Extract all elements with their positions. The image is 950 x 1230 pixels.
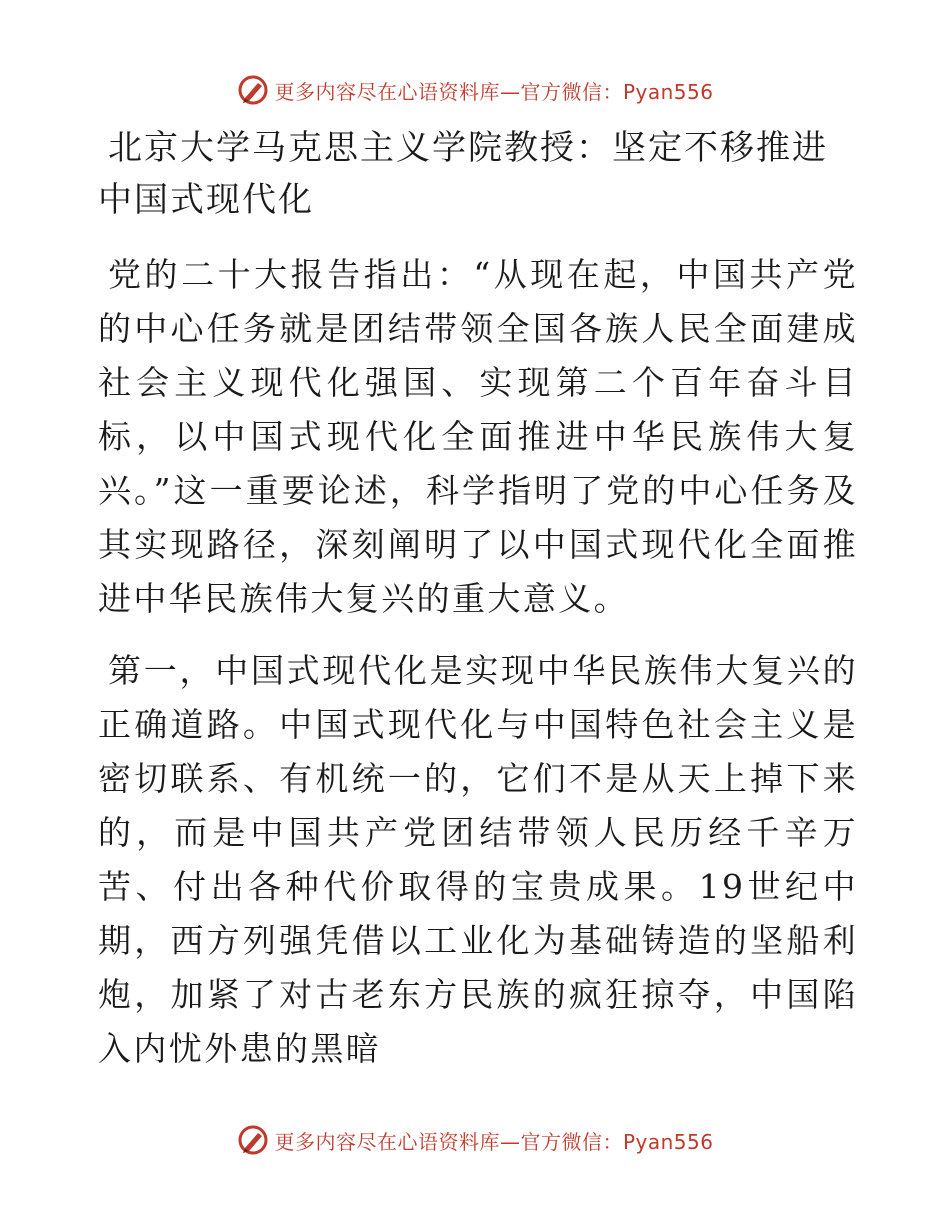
pen-logo-icon <box>236 1123 270 1157</box>
watermark-text: 更多内容尽在心语资料库—官方微信：Pyan556 <box>274 79 714 104</box>
header-watermark <box>0 70 950 110</box>
document-title: 北京大学马克思主义学院教授：坚定不移推进中国式现代化 <box>98 128 828 220</box>
watermark-text: 更多内容尽在心语资料库—官方微信：Pyan556 <box>274 1129 714 1154</box>
footer-watermark <box>0 1120 950 1160</box>
paragraph-2: 第一，中国式现代化是实现中华民族伟大复兴的正确道路。中国式现代化与中国特色社会主义是密切联系、有机统一的，它们不是从天上掉下来的，而是中国共产党团结带领人民历经千辛万苦、付出各种代价取得的宝贵成果。19世纪中期，西方列强凭借以工业化为基础铸造的坚船利炮，加紧了对古老东方民族的疯狂掠夺，中国陷入内忧外患的黑暗 <box>98 651 858 1068</box>
pen-logo-icon <box>236 73 270 107</box>
document-body <box>98 122 858 1094</box>
paragraph-1: 党的二十大报告指出：“从现在起，中国共产党的中心任务就是团结带领全国各族人民全面建成社会主义现代化强国、实现第二个百年奋斗目标，以中国式现代化全面推进中华民族伟大复兴。”这一重要论述，科学指明了党的中心任务及其实现路径，深刻阐明了以中国式现代化全面推进中华民族伟大复兴的重大意义。 <box>98 255 858 618</box>
